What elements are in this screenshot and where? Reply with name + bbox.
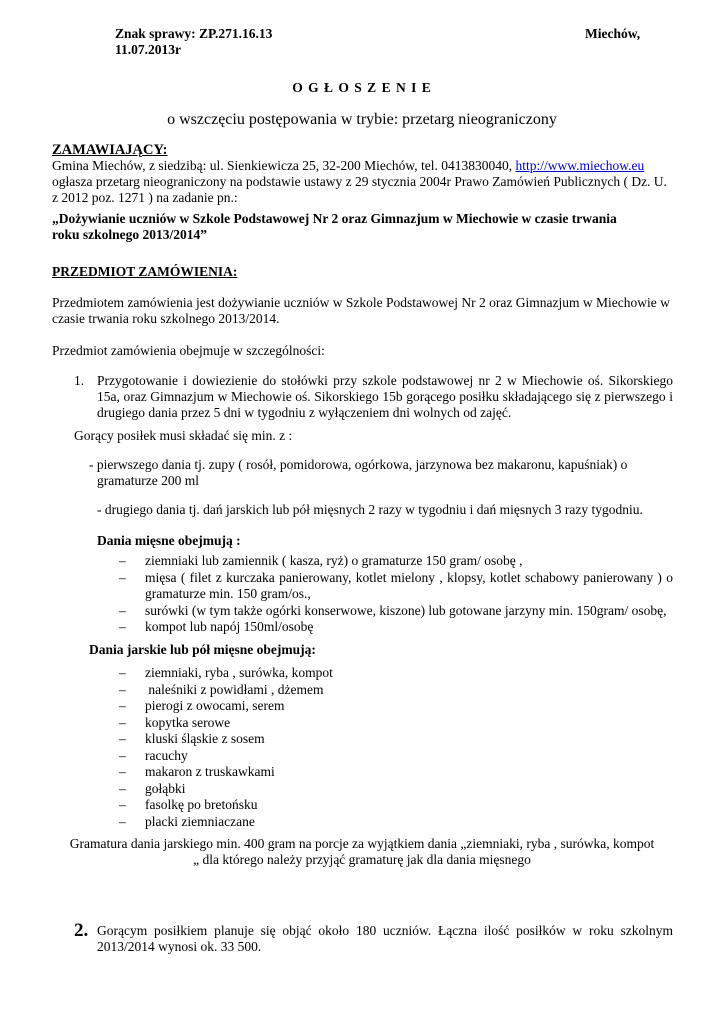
list-item: – makaron z truskawkami bbox=[119, 764, 275, 779]
dash-bullet: – bbox=[119, 747, 126, 763]
dash-bullet: – bbox=[119, 764, 126, 779]
zamawiajacy-address-text: Gmina Miechów, z siedzibą: ul. Sienkiewicza 25, 32-200 Miechów, tel. 0413830040, bbox=[52, 158, 516, 173]
first-course-weight: gramaturze 200 ml bbox=[97, 473, 199, 488]
item-2-number: 2. bbox=[74, 920, 89, 941]
przedmiot-heading: PRZEDMIOT ZAMÓWIENIA: bbox=[52, 264, 238, 279]
first-course: - pierwszego dania tj. zupy ( rosół, pomidorowa, ogórkowa, jarzynowa bez makaronu, kapuśniak) o bbox=[89, 457, 628, 472]
dash-bullet: – bbox=[119, 553, 126, 568]
dash-bullet: – bbox=[119, 681, 126, 697]
zamawiajacy-heading: ZAMAWIAJĄCY: bbox=[52, 142, 168, 158]
dash-bullet: – bbox=[119, 813, 126, 829]
document-title: O G Ł O S Z E N I E bbox=[292, 80, 432, 95]
item-1-number: 1. bbox=[74, 373, 85, 388]
list-item: – kluski śląskie z sosem bbox=[119, 731, 265, 746]
document-subtitle: o wszczęciu postępowania w trybie: przetarg nieograniczony bbox=[167, 111, 557, 128]
item-1-text: Przygotowanie i dowiezienie do stołówki przy szkole podstawowej nr 2 w Miechowie oś. Sikorskiego 15a, oraz Gimnazjum w Miechowie oś. Sikorskiego 15b gorącego posiłku składającego się z pierwszego i drugiego dania przez 5 dni w tygodniu z wyłączeniem dni wolnych od zajęć. bbox=[97, 373, 673, 420]
document-date: 11.07.2013r bbox=[115, 42, 181, 57]
second-course: - drugiego dania tj. dań jarskich lub pół mięsnych 2 razy w tygodniu i dań mięsnych 3 razy tygodniu. bbox=[97, 502, 643, 517]
task-title: „Dożywianie uczniów w Szkole Podstawowej Nr 2 oraz Gimnazjum w Miechowie w czasie trwania roku szkolnego 2013/2014” bbox=[52, 211, 617, 242]
hot-meal-requirements: Gorący posiłek musi składać się min. z : bbox=[74, 428, 293, 443]
place-label: Miechów, bbox=[585, 26, 641, 41]
zamawiajacy-legal-basis: ogłasza przetarg nieograniczony na podstawie ustawy z 29 stycznia 2004r Prawo Zamówień Publicznych ( Dz. U. bbox=[52, 174, 667, 189]
item-2-text: Gorącym posiłkiem planuje się objąć około 180 uczniów. Łączna ilość posiłków w roku szkolnym 2013/2014 wynosi ok. 33 500. bbox=[97, 923, 673, 954]
list-item: – mięsa ( filet z kurczaka panierowany, kotlet mielony , klopsy, kotlet schabowy panierowany ) o gramaturze min. 150 gram/os., bbox=[119, 569, 673, 601]
zamawiajacy-legal-basis-cont: z 2012 poz. 1271 ) na zadanie pn.: bbox=[52, 190, 238, 205]
list-item: – pierogi z owocami, serem bbox=[119, 698, 285, 713]
list-item: – naleśniki z powidłami , dżemem bbox=[119, 681, 324, 697]
list-item: – fasolkę po bretońsku bbox=[119, 797, 258, 812]
website-link[interactable]: http://www.miechow.eu bbox=[515, 158, 645, 173]
reference-number: Znak sprawy: ZP.271.16.13 bbox=[115, 26, 273, 41]
dash-bullet: – bbox=[119, 731, 126, 746]
list-item: – kopytka serowe bbox=[119, 714, 231, 730]
portion-weight-note-cont: „ dla którego należy przyjąć gramaturę jak dla dania mięsnego bbox=[193, 852, 531, 867]
meat-dishes-list bbox=[119, 553, 673, 636]
dash-bullet: – bbox=[119, 619, 126, 634]
przedmiot-description: Przedmiotem zamówienia jest dożywianie uczniów w Szkole Podstawowej Nr 2 oraz Gimnazjum w Miechowie w czasie trwania roku szkolnego 2013/2014. bbox=[52, 295, 670, 326]
dash-bullet: – bbox=[119, 797, 126, 812]
list-item: – ziemniaki, ryba , surówka, kompot bbox=[119, 665, 333, 680]
list-item: – surówki (w tym także ogórki konserwowe, kiszone) lub gotowane jarzyny min. 150gram/ osobę, bbox=[119, 602, 667, 618]
list-item: – ziemniaki lub zamiennik ( kasza, ryż) o gramaturze 150 gram/ osobę , bbox=[119, 553, 523, 568]
portion-weight-note: Gramatura dania jarskiego min. 400 gram na porcje za wyjątkiem dania „ziemniaki, ryba , surówka, kompot bbox=[69, 836, 655, 851]
list-item: – racuchy bbox=[119, 747, 188, 763]
zamawiajacy-address bbox=[52, 158, 692, 174]
dash-bullet: – bbox=[119, 602, 126, 618]
list-item: – placki ziemniaczane bbox=[119, 813, 255, 829]
list-item: – kompot lub napój 150ml/osobę bbox=[119, 619, 314, 634]
meat-dishes-heading: Dania mięsne obejmują : bbox=[97, 533, 241, 548]
dash-bullet: – bbox=[119, 714, 126, 730]
veg-dishes-heading: Dania jarskie lub pół mięsne obejmują: bbox=[89, 642, 316, 657]
dash-bullet: – bbox=[119, 665, 126, 680]
dash-bullet: – bbox=[119, 698, 126, 713]
dash-bullet: – bbox=[119, 569, 126, 585]
veg-dishes-list bbox=[119, 665, 645, 830]
przedmiot-scope-intro: Przedmiot zamówienia obejmuje w szczególności: bbox=[52, 343, 325, 358]
list-item: – gołąbki bbox=[119, 780, 186, 796]
dash-bullet: – bbox=[119, 780, 126, 796]
